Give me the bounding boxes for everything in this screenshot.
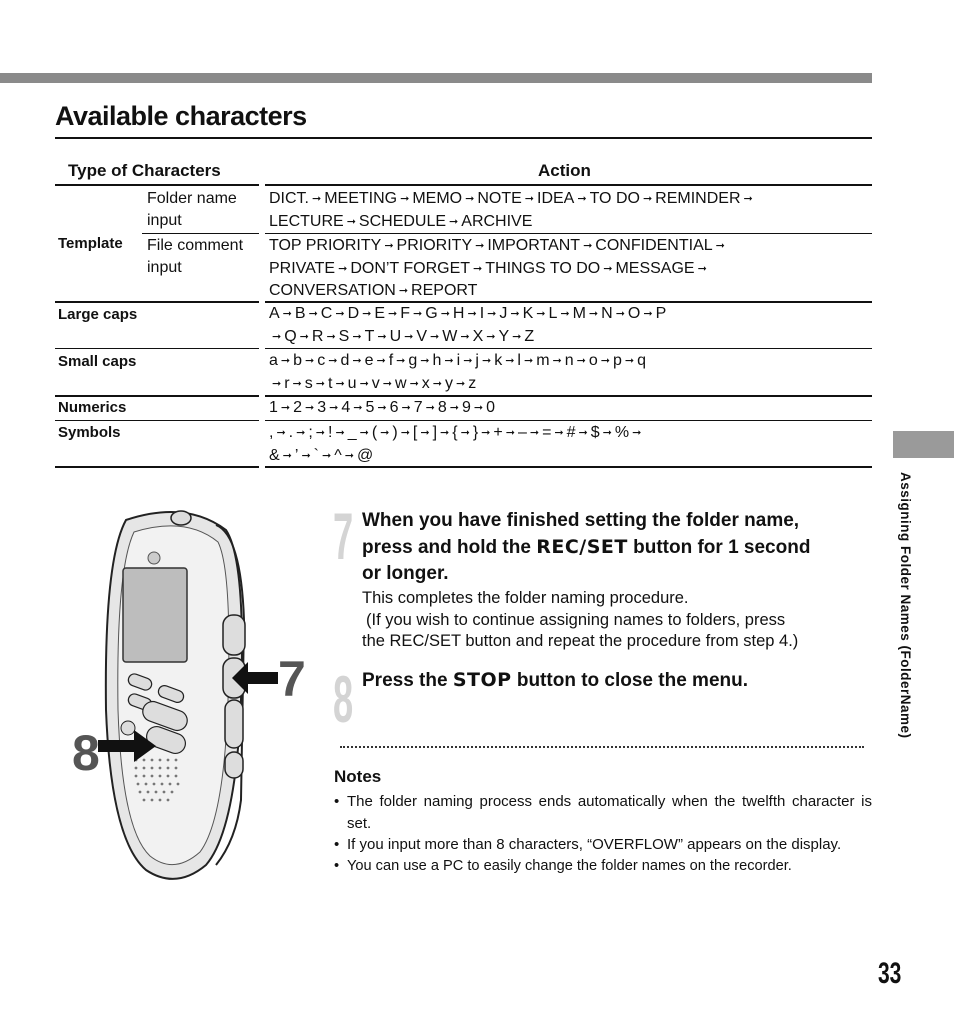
action-token: W [442, 327, 458, 345]
step-8-heading-text: Press the [362, 670, 453, 691]
action-token: J [499, 305, 508, 322]
action-token: MEMO [412, 190, 463, 207]
action-token: DICT. [269, 190, 309, 207]
dotted-separator [340, 746, 864, 748]
arrow-icon: ➞ [481, 355, 492, 367]
action-token: CONVERSATION [269, 282, 396, 299]
col-header-action: Action [538, 161, 591, 180]
action-token: 0 [486, 399, 496, 416]
action-token: MESSAGE [615, 259, 695, 277]
action-token: k [494, 352, 503, 369]
arrow-icon: ➞ [315, 377, 325, 390]
category-template: Template [58, 235, 123, 252]
action-token: + [493, 424, 503, 441]
action-token: { [452, 424, 458, 441]
step-7-heading-text: button for 1 second [627, 537, 811, 558]
arrow-icon: ➞ [697, 262, 707, 275]
arrow-icon: ➞ [335, 377, 345, 390]
arrow-icon: ➞ [362, 308, 372, 320]
action-token: MEETING [324, 190, 398, 207]
arrow-icon: ➞ [512, 330, 522, 343]
note-item: • You can use a PC to easily change the folder names on the recorder. [334, 856, 872, 878]
subcategory-folder [147, 188, 237, 231]
action-token: LECTURE [269, 212, 344, 230]
arrow-icon: ➞ [473, 262, 483, 275]
arrow-icon: ➞ [600, 355, 610, 367]
step-7-body-line: This completes the folder naming procedure. [362, 589, 689, 607]
arrow-icon: ➞ [335, 427, 345, 439]
action-token: 1 [269, 399, 278, 416]
arrow-icon: ➞ [615, 308, 625, 320]
arrow-icon: ➞ [272, 377, 282, 390]
step-7-heading-line [362, 534, 877, 561]
action-token: C [320, 305, 333, 322]
action-token: L [548, 305, 558, 322]
action-token: TO DO [589, 190, 640, 207]
action-token: n [564, 352, 574, 369]
action-token: g [408, 352, 418, 369]
row-divider [142, 233, 259, 234]
row-divider [265, 233, 872, 234]
action-token: F [400, 305, 411, 322]
arrow-icon: ➞ [329, 402, 339, 414]
arrow-icon: ➞ [384, 240, 394, 252]
action-token: REPORT [411, 282, 478, 299]
arrow-icon: ➞ [475, 240, 485, 252]
arrow-icon: ➞ [400, 193, 410, 205]
arrow-icon: ➞ [352, 355, 362, 367]
arrow-icon: ➞ [377, 330, 387, 343]
arrow-icon: ➞ [603, 262, 613, 275]
action-token: j [475, 352, 479, 369]
step-7-body [362, 588, 877, 653]
action-token: } [472, 424, 479, 441]
arrow-icon: ➞ [449, 215, 459, 228]
action-token: @ [356, 446, 374, 464]
note-item: • The folder naming process ends automatically when the twelfth character is set. [334, 791, 872, 834]
section-tab [893, 431, 954, 458]
row-divider [55, 466, 259, 468]
arrow-icon: ➞ [400, 427, 410, 439]
action-token: ` [313, 446, 319, 464]
row-divider [265, 348, 872, 349]
arrow-icon: ➞ [305, 355, 315, 367]
page-title: Available characters [55, 101, 307, 131]
arrow-icon: ➞ [463, 355, 473, 367]
action-token: p [613, 352, 622, 369]
arrow-icon: ➞ [465, 193, 475, 205]
action-token: & [269, 446, 280, 464]
stop-button-label: STOP [452, 669, 512, 691]
action-token: = [542, 424, 552, 441]
action-token: 7 [413, 399, 423, 416]
step-7-heading-text: press and hold the [362, 537, 537, 558]
action-token: m [536, 352, 550, 369]
action-token: b [293, 352, 303, 369]
action-file [269, 235, 869, 303]
arrow-icon: ➞ [578, 427, 588, 439]
action-token: ; [308, 424, 313, 441]
arrow-icon: ➞ [715, 240, 725, 252]
arrow-icon: ➞ [382, 377, 392, 390]
action-token: v [371, 374, 380, 392]
arrow-icon: ➞ [552, 355, 562, 367]
arrow-icon: ➞ [305, 402, 315, 414]
subcategory-label: input [147, 211, 182, 229]
arrow-icon: ➞ [326, 330, 336, 343]
header-bar [0, 73, 872, 83]
action-token: PRIORITY [396, 237, 473, 254]
subcategory-file [147, 235, 243, 278]
action-token: IDEA [537, 190, 575, 207]
subcategory-label: File comment [147, 237, 244, 254]
action-token: a [269, 352, 278, 369]
arrow-icon: ➞ [642, 193, 653, 205]
callout-7: 7 [278, 651, 306, 707]
arrow-icon: ➞ [280, 355, 291, 367]
arrow-icon: ➞ [359, 427, 369, 439]
action-token: O [627, 305, 641, 322]
arrow-icon: ➞ [473, 402, 484, 414]
action-token: 3 [317, 399, 327, 416]
action-line [269, 397, 869, 420]
action-token: q [637, 352, 647, 369]
action-line [269, 235, 869, 258]
action-token: SCHEDULE [358, 212, 447, 230]
action-token: _ [347, 424, 357, 441]
arrow-icon: ➞ [487, 308, 497, 320]
action-token: G [425, 305, 438, 322]
action-token: I [479, 305, 485, 322]
action-line [269, 350, 869, 373]
arrow-icon: ➞ [460, 330, 470, 343]
action-token: ^ [334, 446, 342, 464]
arrow-icon: ➞ [420, 355, 430, 367]
action-line [269, 188, 869, 211]
action-token: x [421, 374, 430, 392]
arrow-icon: ➞ [420, 427, 430, 439]
arrow-icon: ➞ [344, 449, 354, 462]
action-token: 8 [437, 399, 447, 416]
action-line [269, 258, 869, 281]
arrow-icon: ➞ [510, 308, 520, 320]
action-token: M [572, 305, 586, 322]
action-token: ! [328, 424, 333, 441]
note-item: • If you input more than 8 characters, “OVERFLOW” appears on the display. [334, 834, 872, 856]
arrow-icon: ➞ [312, 193, 322, 205]
arrow-icon: ➞ [401, 402, 411, 414]
arrow-icon: ➞ [624, 355, 635, 367]
action-token: B [294, 305, 306, 322]
step-7-heading-line: When you have finished setting the folder name, [362, 510, 800, 531]
arrow-icon: ➞ [346, 215, 356, 228]
action-token: U [389, 327, 402, 345]
notes-list [334, 791, 872, 877]
action-token: S [338, 327, 350, 345]
action-token: ’ [294, 446, 299, 464]
action-token: d [340, 352, 350, 369]
action-token: REMINDER [655, 190, 741, 207]
arrow-icon: ➞ [588, 308, 599, 320]
arrow-icon: ➞ [523, 355, 534, 367]
action-token: # [566, 424, 576, 441]
action-token: 2 [293, 399, 303, 416]
action-token: ARCHIVE [461, 212, 533, 230]
action-token: c [317, 352, 326, 369]
action-token: CONFIDENTIAL [595, 237, 713, 254]
arrow-icon: ➞ [380, 427, 390, 439]
action-token: THINGS TO DO [485, 259, 601, 277]
arrow-icon: ➞ [432, 377, 442, 390]
arrow-icon: ➞ [440, 308, 450, 320]
arrow-icon: ➞ [413, 308, 423, 320]
arrow-icon: ➞ [296, 427, 306, 439]
step-7-body-line: the REC/SET button and repeat the procedure from step 4.) [362, 632, 799, 650]
action-token: r [284, 374, 290, 392]
step-7-body-line: (If you wish to continue assigning names to folders, press [366, 610, 786, 629]
arrow-icon: ➞ [376, 355, 386, 367]
arrow-icon: ➞ [335, 308, 345, 320]
arrow-icon: ➞ [308, 308, 318, 320]
arrow-icon: ➞ [505, 355, 515, 367]
arrow-icon: ➞ [282, 308, 292, 320]
page-number: 33 [878, 957, 902, 990]
arrow-icon: ➞ [328, 355, 338, 367]
arrow-icon: ➞ [388, 308, 398, 320]
arrow-icon: ➞ [276, 427, 286, 439]
arrow-icon: ➞ [282, 449, 292, 462]
arrow-icon: ➞ [576, 355, 586, 367]
arrow-icon: ➞ [315, 427, 326, 439]
arrow-icon: ➞ [425, 402, 435, 414]
step-8-heading [362, 667, 748, 694]
action-line [269, 211, 869, 234]
action-token: ] [432, 424, 438, 441]
arrow-icon: ➞ [272, 330, 282, 343]
arrow-icon: ➞ [577, 193, 587, 205]
action-token: t [327, 374, 333, 392]
action-token: 9 [462, 399, 471, 416]
arrow-icon: ➞ [467, 308, 477, 320]
action-token: DON’T FORGET [350, 259, 471, 277]
row-divider [55, 420, 259, 421]
arrow-icon: ➞ [536, 308, 546, 320]
action-token: w [395, 374, 407, 392]
action-token: TOP PRIORITY [269, 237, 382, 254]
section-label: Assigning Folder Names (FolderName) [898, 472, 913, 739]
arrow-icon: ➞ [377, 402, 387, 414]
row-divider [265, 420, 872, 421]
action-token: [ [412, 424, 418, 441]
action-line [269, 326, 869, 349]
arrow-icon: ➞ [486, 330, 496, 343]
action-token: Q [284, 327, 297, 345]
arrow-icon: ➞ [338, 262, 348, 275]
category-symbols: Symbols [58, 424, 121, 441]
action-token: l [517, 352, 521, 369]
action-token: y [445, 374, 453, 392]
action-token: ) [392, 424, 398, 441]
action-token: 5 [365, 399, 375, 416]
arrow-icon: ➞ [322, 449, 332, 462]
step-number-7: 7 [333, 499, 354, 573]
action-token: D [347, 305, 360, 322]
action-token: T [364, 327, 375, 345]
action-line [269, 280, 869, 303]
arrow-icon: ➞ [460, 427, 470, 439]
action-token: Z [524, 327, 535, 345]
action-token: 6 [389, 399, 399, 416]
action-token: Y [498, 327, 510, 345]
arrow-icon: ➞ [456, 377, 466, 390]
callout-8: 8 [72, 725, 100, 781]
row-divider [265, 466, 872, 468]
action-line [269, 303, 869, 326]
action-token: ( [371, 424, 378, 441]
row-divider [55, 348, 259, 349]
action-line [269, 373, 869, 396]
action-token: P [655, 305, 667, 322]
arrow-icon: ➞ [398, 285, 409, 297]
arrow-icon: ➞ [602, 427, 612, 439]
action-line [269, 445, 869, 468]
arrow-icon: ➞ [529, 427, 540, 439]
arrow-icon: ➞ [430, 330, 440, 343]
arrow-icon: ➞ [396, 355, 406, 367]
action-token: A [269, 305, 280, 322]
row-divider [55, 184, 259, 186]
action-token: z [468, 374, 477, 392]
subcategory-label: Folder name [147, 190, 237, 207]
action-numerics [269, 397, 869, 420]
action-token: $ [590, 424, 600, 441]
title-rule [55, 137, 872, 139]
arrow-icon: ➞ [440, 427, 450, 439]
arrow-icon: ➞ [643, 308, 653, 320]
action-token: IMPORTANT [487, 237, 581, 254]
arrow-icon: ➞ [301, 449, 311, 462]
arrow-icon: ➞ [583, 240, 593, 252]
notes-title: Notes [334, 767, 382, 786]
action-token: h [432, 352, 442, 369]
category-large-caps: Large caps [58, 306, 138, 323]
action-token: N [601, 305, 613, 322]
step-8-heading-text: button to close the menu. [511, 670, 749, 691]
recorder-illustration [66, 500, 316, 885]
action-token: u [347, 374, 357, 392]
arrow-icon: ➞ [743, 193, 753, 205]
action-large-caps [269, 303, 869, 348]
action-token: . [288, 424, 294, 441]
action-token: – [517, 424, 527, 441]
arrow-icon: ➞ [481, 427, 491, 439]
action-token: o [588, 352, 598, 369]
action-token: i [456, 352, 461, 369]
action-symbols [269, 422, 869, 467]
category-small-caps: Small caps [58, 353, 137, 370]
col-header-type: Type of Characters [68, 161, 221, 180]
action-token: NOTE [477, 190, 522, 207]
action-token: X [472, 327, 484, 345]
step-7-heading-line: or longer. [362, 563, 449, 584]
action-token: , [269, 424, 274, 441]
action-token: 4 [341, 399, 351, 416]
step-number-8: 8 [333, 662, 354, 736]
arrow-icon: ➞ [444, 355, 454, 367]
action-token: K [522, 305, 534, 322]
action-token: H [452, 305, 465, 322]
arrow-icon: ➞ [404, 330, 414, 343]
step-7-heading [362, 508, 877, 587]
arrow-icon: ➞ [505, 427, 515, 439]
arrow-icon: ➞ [449, 402, 459, 414]
arrow-icon: ➞ [292, 377, 302, 390]
arrow-icon: ➞ [560, 308, 570, 320]
arrow-icon: ➞ [359, 377, 369, 390]
action-token: V [416, 327, 428, 345]
arrow-icon: ➞ [554, 427, 564, 439]
action-small-caps [269, 350, 869, 395]
arrow-icon: ➞ [632, 427, 642, 439]
subcategory-label: input [147, 258, 182, 276]
action-token: R [311, 327, 324, 345]
arrow-icon: ➞ [299, 330, 309, 343]
arrow-icon: ➞ [280, 402, 291, 414]
action-line [269, 422, 869, 445]
arrow-icon: ➞ [352, 330, 362, 343]
category-numerics: Numerics [58, 399, 127, 416]
rec-set-button-label: REC/SET [536, 536, 628, 558]
action-token: % [614, 424, 630, 441]
action-token: PRIVATE [269, 259, 336, 277]
action-token: s [304, 374, 313, 392]
action-token: f [388, 352, 394, 369]
arrow-icon: ➞ [409, 377, 419, 390]
row-divider [55, 301, 259, 303]
action-token: E [374, 305, 386, 322]
row-divider [265, 184, 872, 186]
action-folder [269, 188, 869, 233]
action-token: e [364, 352, 374, 369]
arrow-icon: ➞ [524, 193, 534, 205]
arrow-icon: ➞ [353, 402, 363, 414]
